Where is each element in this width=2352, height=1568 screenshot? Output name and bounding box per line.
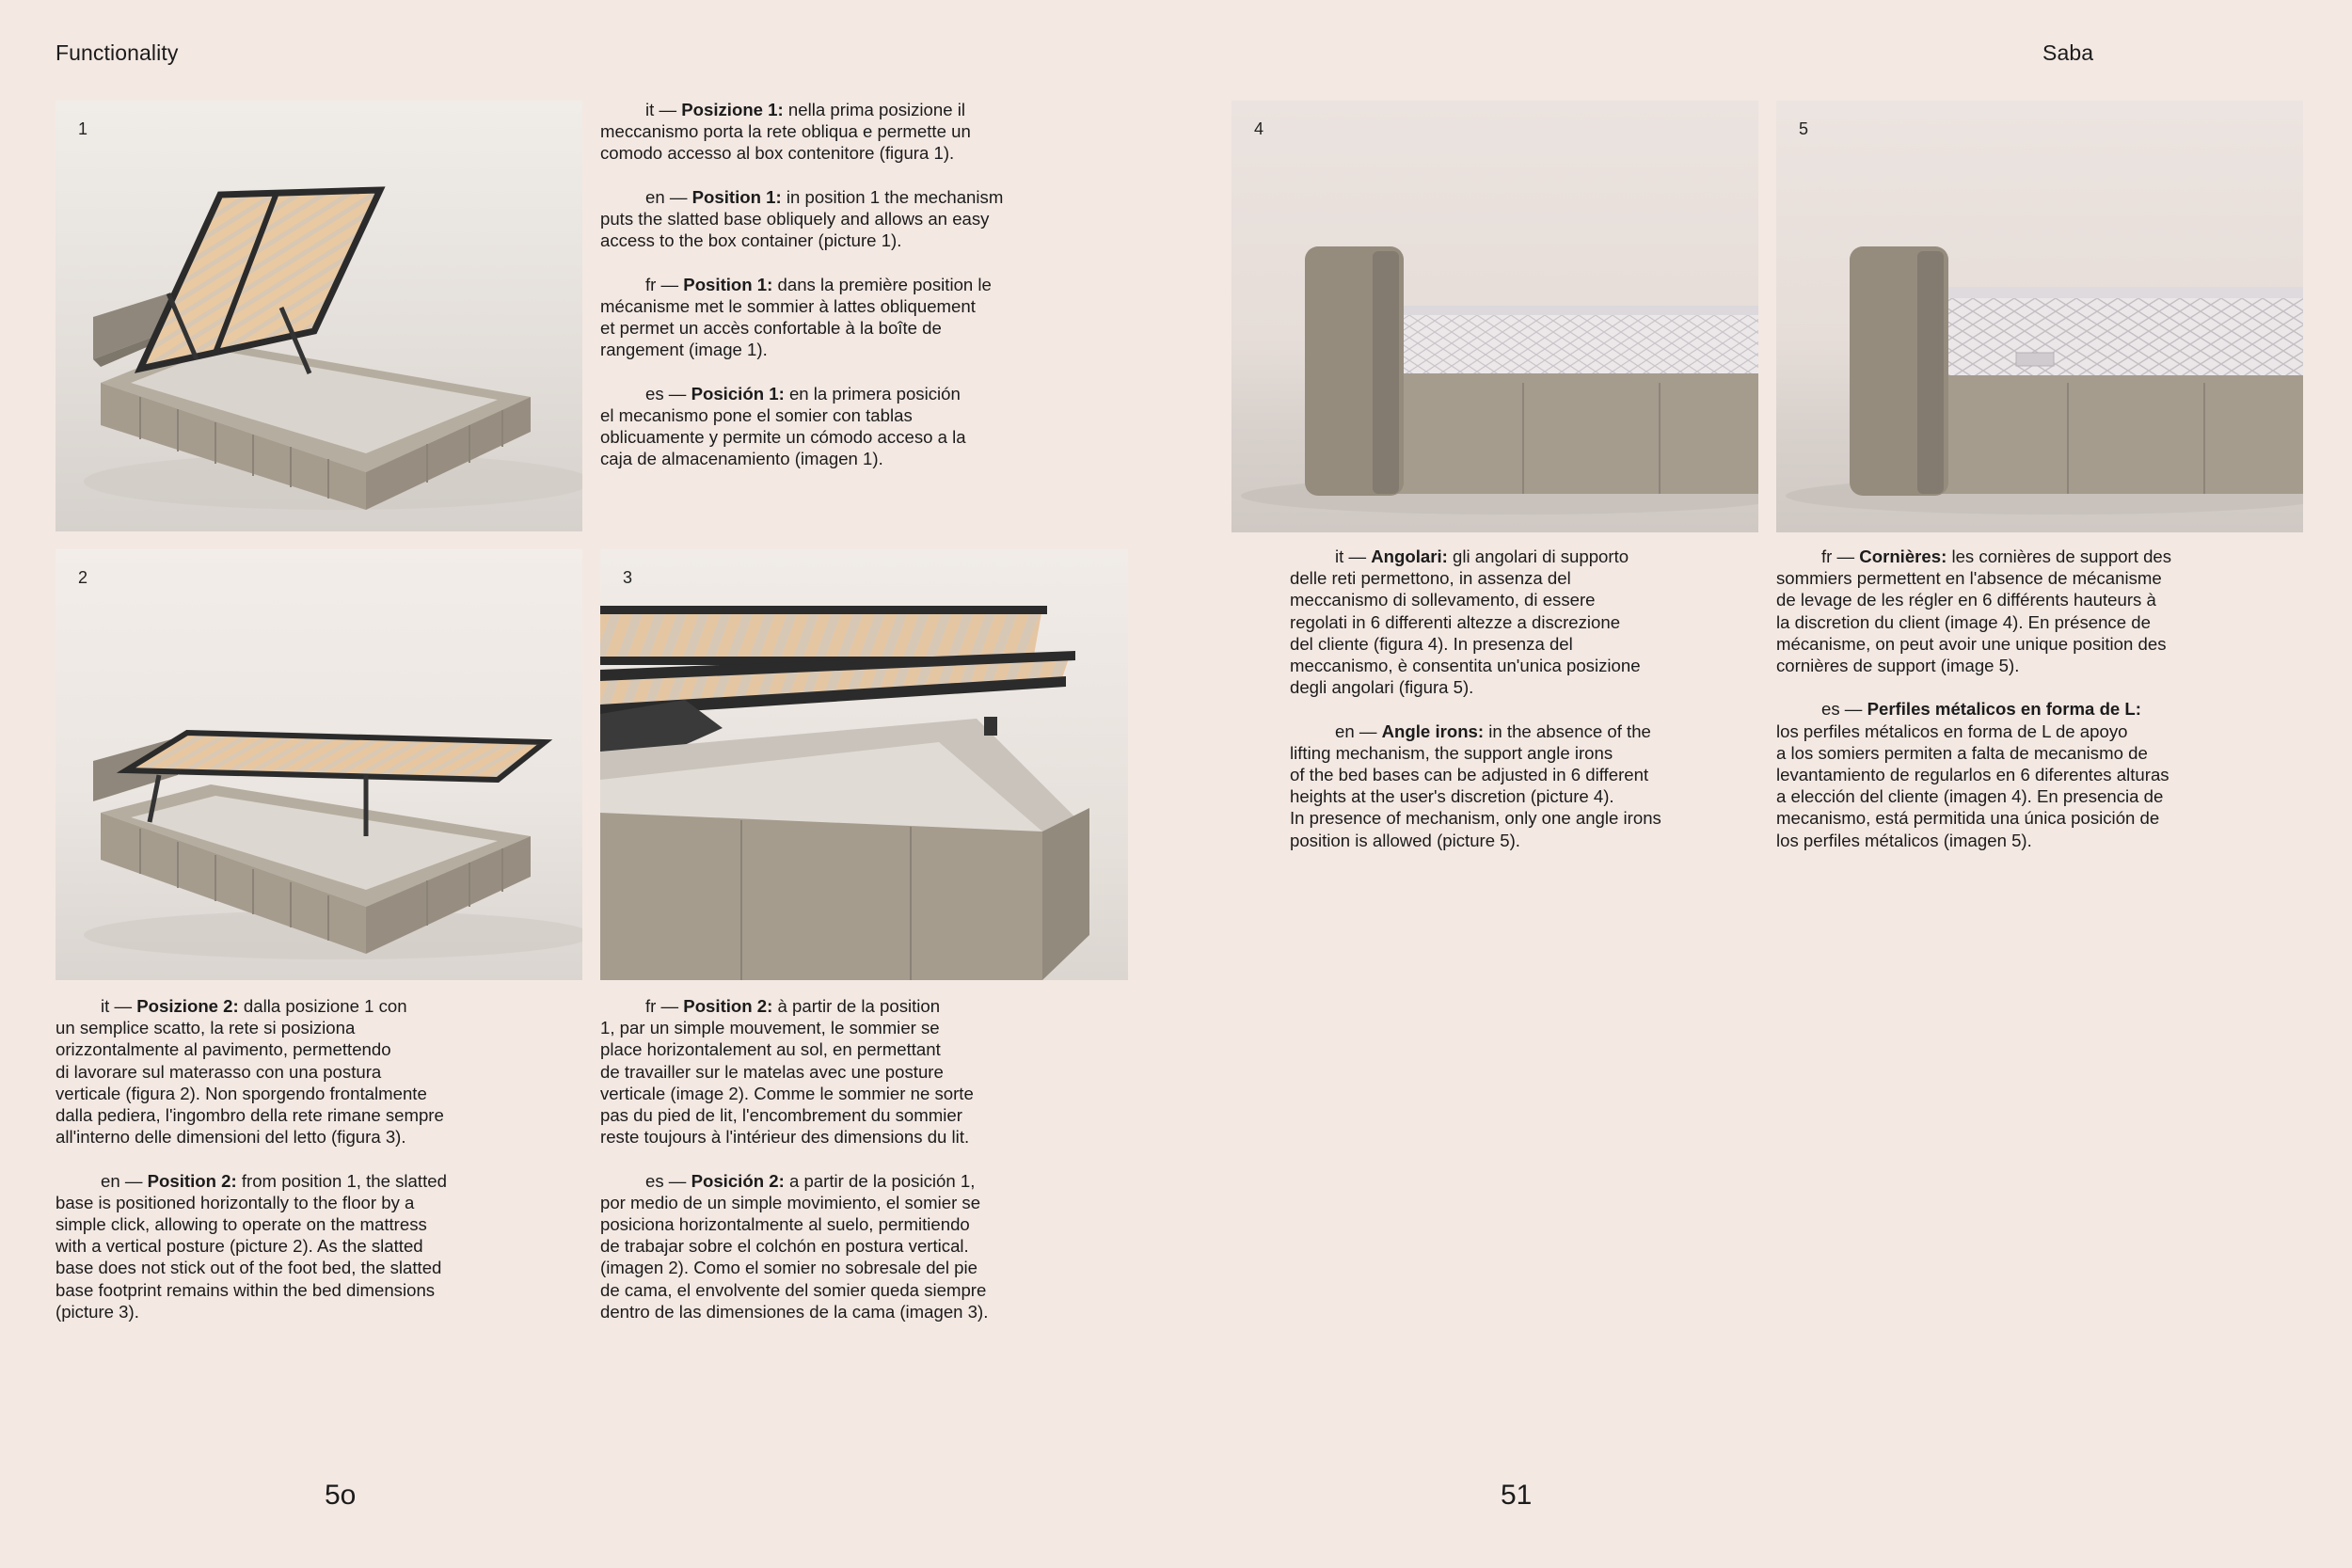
text-line: puts the slatted base obliquely and allows an easy bbox=[600, 209, 990, 229]
text-line: pas du pied de lit, l'encombrement du sommier bbox=[600, 1105, 962, 1126]
p3-fr bbox=[1776, 546, 2171, 676]
text-line: mécanisme met le sommier à lattes obliquement bbox=[600, 295, 976, 316]
p2-en bbox=[56, 1170, 447, 1323]
text-line: dans la première position le bbox=[772, 274, 992, 294]
text-line: cornières de support (image 5). bbox=[1776, 656, 2020, 676]
page-number-right: 51 bbox=[1501, 1480, 1533, 1511]
text-line: 1, par un simple mouvement, le sommier se bbox=[600, 1018, 940, 1038]
text-line: in the absence of the bbox=[1484, 721, 1651, 741]
text-line: position is allowed (picture 5). bbox=[1290, 830, 1520, 850]
p3-es bbox=[1776, 698, 2171, 850]
text-line: et permet un accès confortable à la boîte de bbox=[600, 318, 942, 338]
text-line: from position 1, the slatted bbox=[236, 1170, 447, 1191]
paragraph-title: Position 1: bbox=[683, 274, 773, 294]
figure-5-photo bbox=[1776, 101, 2303, 532]
paragraph-title: Position 2: bbox=[147, 1170, 237, 1191]
text-line: por medio de un simple movimiento, el somier se bbox=[600, 1192, 981, 1212]
lang-tag: es — bbox=[645, 383, 687, 404]
text-line: degli angolari (figura 5). bbox=[1290, 677, 1474, 698]
paragraph-title: Posición 1: bbox=[691, 383, 785, 404]
mechanism-closeup-illustration bbox=[600, 549, 1128, 980]
figure-2-photo bbox=[56, 549, 582, 980]
text-line: lifting mechanism, the support angle irons bbox=[1290, 742, 1613, 763]
text-angle-irons-fr-es bbox=[1776, 546, 2171, 851]
paragraph-title: Posizione 1: bbox=[681, 100, 784, 119]
text-line: rangement (image 1). bbox=[600, 340, 768, 360]
text-line: heights at the user's discretion (picture 4). bbox=[1290, 786, 1614, 807]
text-line: base does not stick out of the foot bed, the slatted bbox=[56, 1258, 442, 1278]
paragraph-title: Angle irons: bbox=[1381, 721, 1485, 741]
text-line: del cliente (figura 4). In presenza del bbox=[1290, 633, 1573, 654]
lang-tag: es — bbox=[1821, 699, 1863, 720]
p2-fr bbox=[600, 995, 988, 1148]
text-line: posiciona horizontalmente al suelo, permitiendo bbox=[600, 1214, 970, 1235]
text-line: de trabajar sobre el colchón en postura vertical. bbox=[600, 1236, 969, 1257]
text-line: all'interno delle dimensioni del letto (figura 3). bbox=[56, 1127, 406, 1148]
text-line: gli angolari di supporto bbox=[1447, 546, 1629, 566]
p1-en bbox=[600, 186, 1003, 252]
text-line: dalla posizione 1 con bbox=[238, 996, 407, 1016]
text-line: de cama, el envolvente del somier queda siempre bbox=[600, 1279, 987, 1300]
paragraph-title: Perfiles métalicos en forma de L: bbox=[1867, 699, 2141, 720]
text-line: en la primera posición bbox=[784, 383, 961, 404]
lang-tag: en — bbox=[101, 1170, 143, 1191]
text-line: reste toujours à l'intérieur des dimensions du lit. bbox=[600, 1127, 970, 1148]
text-line: delle reti permettono, in assenza del bbox=[1290, 568, 1571, 589]
paragraph-title: Posizione 2: bbox=[136, 996, 239, 1016]
paragraph-title: Posición 2: bbox=[691, 1170, 785, 1191]
text-line: di lavorare sul materasso con una postura bbox=[56, 1061, 382, 1082]
paragraph-title: Position 1: bbox=[691, 186, 782, 207]
paragraph-title: Angolari: bbox=[1371, 546, 1448, 566]
text-line: oblicuamente y permite un cómodo acceso a la bbox=[600, 427, 966, 447]
text-line: verticale (image 2). Comme le sommier ne sorte bbox=[600, 1083, 974, 1103]
text-line: nella prima posizione il bbox=[783, 100, 965, 119]
text-line: la discretion du client (image 4). En présence de bbox=[1776, 611, 2151, 632]
page-number-left: 5o bbox=[325, 1480, 357, 1511]
lang-tag: it — bbox=[1335, 546, 1367, 566]
figure-5-number: 5 bbox=[1799, 119, 1809, 138]
p2-it bbox=[56, 995, 447, 1148]
p3-it bbox=[1290, 546, 1661, 698]
text-angle-irons-it-en bbox=[1290, 546, 1661, 851]
text-line: in position 1 the mechanism bbox=[781, 186, 1004, 207]
text-line: les cornières de support des bbox=[1947, 546, 2172, 566]
text-position-2-it-en bbox=[56, 995, 447, 1323]
lang-tag: en — bbox=[1335, 721, 1377, 741]
text-line: dentro de las dimensiones de la cama (imagen 3). bbox=[600, 1301, 989, 1322]
text-line: orizzontalmente al pavimento, permettendo bbox=[56, 1039, 391, 1060]
lang-tag: fr — bbox=[645, 274, 679, 294]
text-line: mecanismo, está permitida una única posición de bbox=[1776, 808, 2160, 829]
text-line: a elección del cliente (imagen 4). En presencia de bbox=[1776, 786, 2164, 807]
bed-side-angle-irons-illustration bbox=[1232, 101, 1758, 532]
text-line: comodo accesso al box contenitore (figura 1). bbox=[600, 143, 955, 164]
paragraph-title: Cornières: bbox=[1859, 546, 1947, 566]
bed-oblique-illustration bbox=[56, 101, 582, 531]
lang-tag: es — bbox=[645, 1170, 687, 1191]
text-line: levantamiento de regularlos en 6 diferentes alturas bbox=[1776, 765, 2169, 785]
text-line: los perfiles métalicos en forma de L de apoyo bbox=[1776, 721, 2128, 741]
text-line: with a vertical posture (picture 2). As the slatted bbox=[56, 1236, 423, 1257]
text-line: sommiers permettent en l'absence de mécanisme bbox=[1776, 568, 2162, 589]
p1-it bbox=[600, 99, 1003, 165]
text-line: simple click, allowing to operate on the mattress bbox=[56, 1214, 427, 1235]
text-line: In presence of mechanism, only one angle irons bbox=[1290, 808, 1661, 829]
text-line: (picture 3). bbox=[56, 1301, 139, 1322]
text-line: base is positioned horizontally to the floor by a bbox=[56, 1192, 415, 1212]
text-line: dalla pediera, l'ingombro della rete rimane sempre bbox=[56, 1105, 444, 1126]
text-line: de travailler sur le matelas avec une posture bbox=[600, 1061, 944, 1082]
text-line: el mecanismo pone el somier con tablas bbox=[600, 404, 913, 425]
text-line: place horizontalement au sol, en permettant bbox=[600, 1039, 941, 1060]
text-line: a los somiers permiten a falta de mecanismo de bbox=[1776, 742, 2148, 763]
bed-horizontal-illustration bbox=[56, 549, 582, 980]
text-line: a partir de la posición 1, bbox=[784, 1170, 976, 1191]
text-line: (imagen 2). Como el somier no sobresale del pie bbox=[600, 1258, 977, 1278]
text-line: base footprint remains within the bed dimensions bbox=[56, 1279, 436, 1300]
figure-3-number: 3 bbox=[623, 568, 633, 587]
text-line: meccanismo, è consentita un'unica posizione bbox=[1290, 656, 1641, 676]
text-position-1 bbox=[600, 99, 1003, 469]
bed-side-mattress-illustration bbox=[1776, 101, 2303, 532]
text-line: de levage de les régler en 6 différents hauteurs à bbox=[1776, 590, 2156, 610]
running-head-left: Functionality bbox=[56, 40, 179, 65]
figure-1-number: 1 bbox=[78, 119, 88, 138]
text-line: access to the box container (picture 1). bbox=[600, 230, 902, 251]
p3-en bbox=[1290, 721, 1661, 851]
p2-es bbox=[600, 1170, 988, 1323]
figure-2-number: 2 bbox=[78, 568, 88, 587]
text-line: regolati in 6 differenti altezze a discrezione bbox=[1290, 611, 1621, 632]
text-line: mécanisme, on peut avoir une unique position des bbox=[1776, 633, 2167, 654]
text-position-2-fr-es bbox=[600, 995, 988, 1323]
text-line: verticale (figura 2). Non sporgendo frontalmente bbox=[56, 1083, 427, 1103]
text-line: meccanismo di sollevamento, di essere bbox=[1290, 590, 1596, 610]
figure-4-number: 4 bbox=[1254, 119, 1264, 138]
text-line: à partir de la position bbox=[772, 996, 941, 1016]
text-line: un semplice scatto, la rete si posiziona bbox=[56, 1018, 356, 1038]
p1-es bbox=[600, 383, 1003, 470]
p1-fr bbox=[600, 274, 1003, 361]
lang-tag: it — bbox=[101, 996, 133, 1016]
figure-4-photo bbox=[1232, 101, 1758, 532]
text-line: meccanismo porta la rete obliqua e permette un bbox=[600, 121, 971, 142]
paragraph-title: Position 2: bbox=[683, 996, 773, 1016]
lang-tag: fr — bbox=[1821, 546, 1855, 566]
figure-3-photo bbox=[600, 549, 1128, 980]
text-line: of the bed bases can be adjusted in 6 different bbox=[1290, 765, 1649, 785]
text-line: caja de almacenamiento (imagen 1). bbox=[600, 449, 883, 469]
lang-tag: fr — bbox=[645, 996, 679, 1016]
lang-tag: it — bbox=[645, 100, 677, 119]
lang-tag: en — bbox=[645, 186, 688, 207]
text-line: los perfiles métalicos (imagen 5). bbox=[1776, 830, 2032, 850]
figure-1-photo bbox=[56, 101, 582, 531]
running-head-right: Saba bbox=[2042, 40, 2094, 65]
